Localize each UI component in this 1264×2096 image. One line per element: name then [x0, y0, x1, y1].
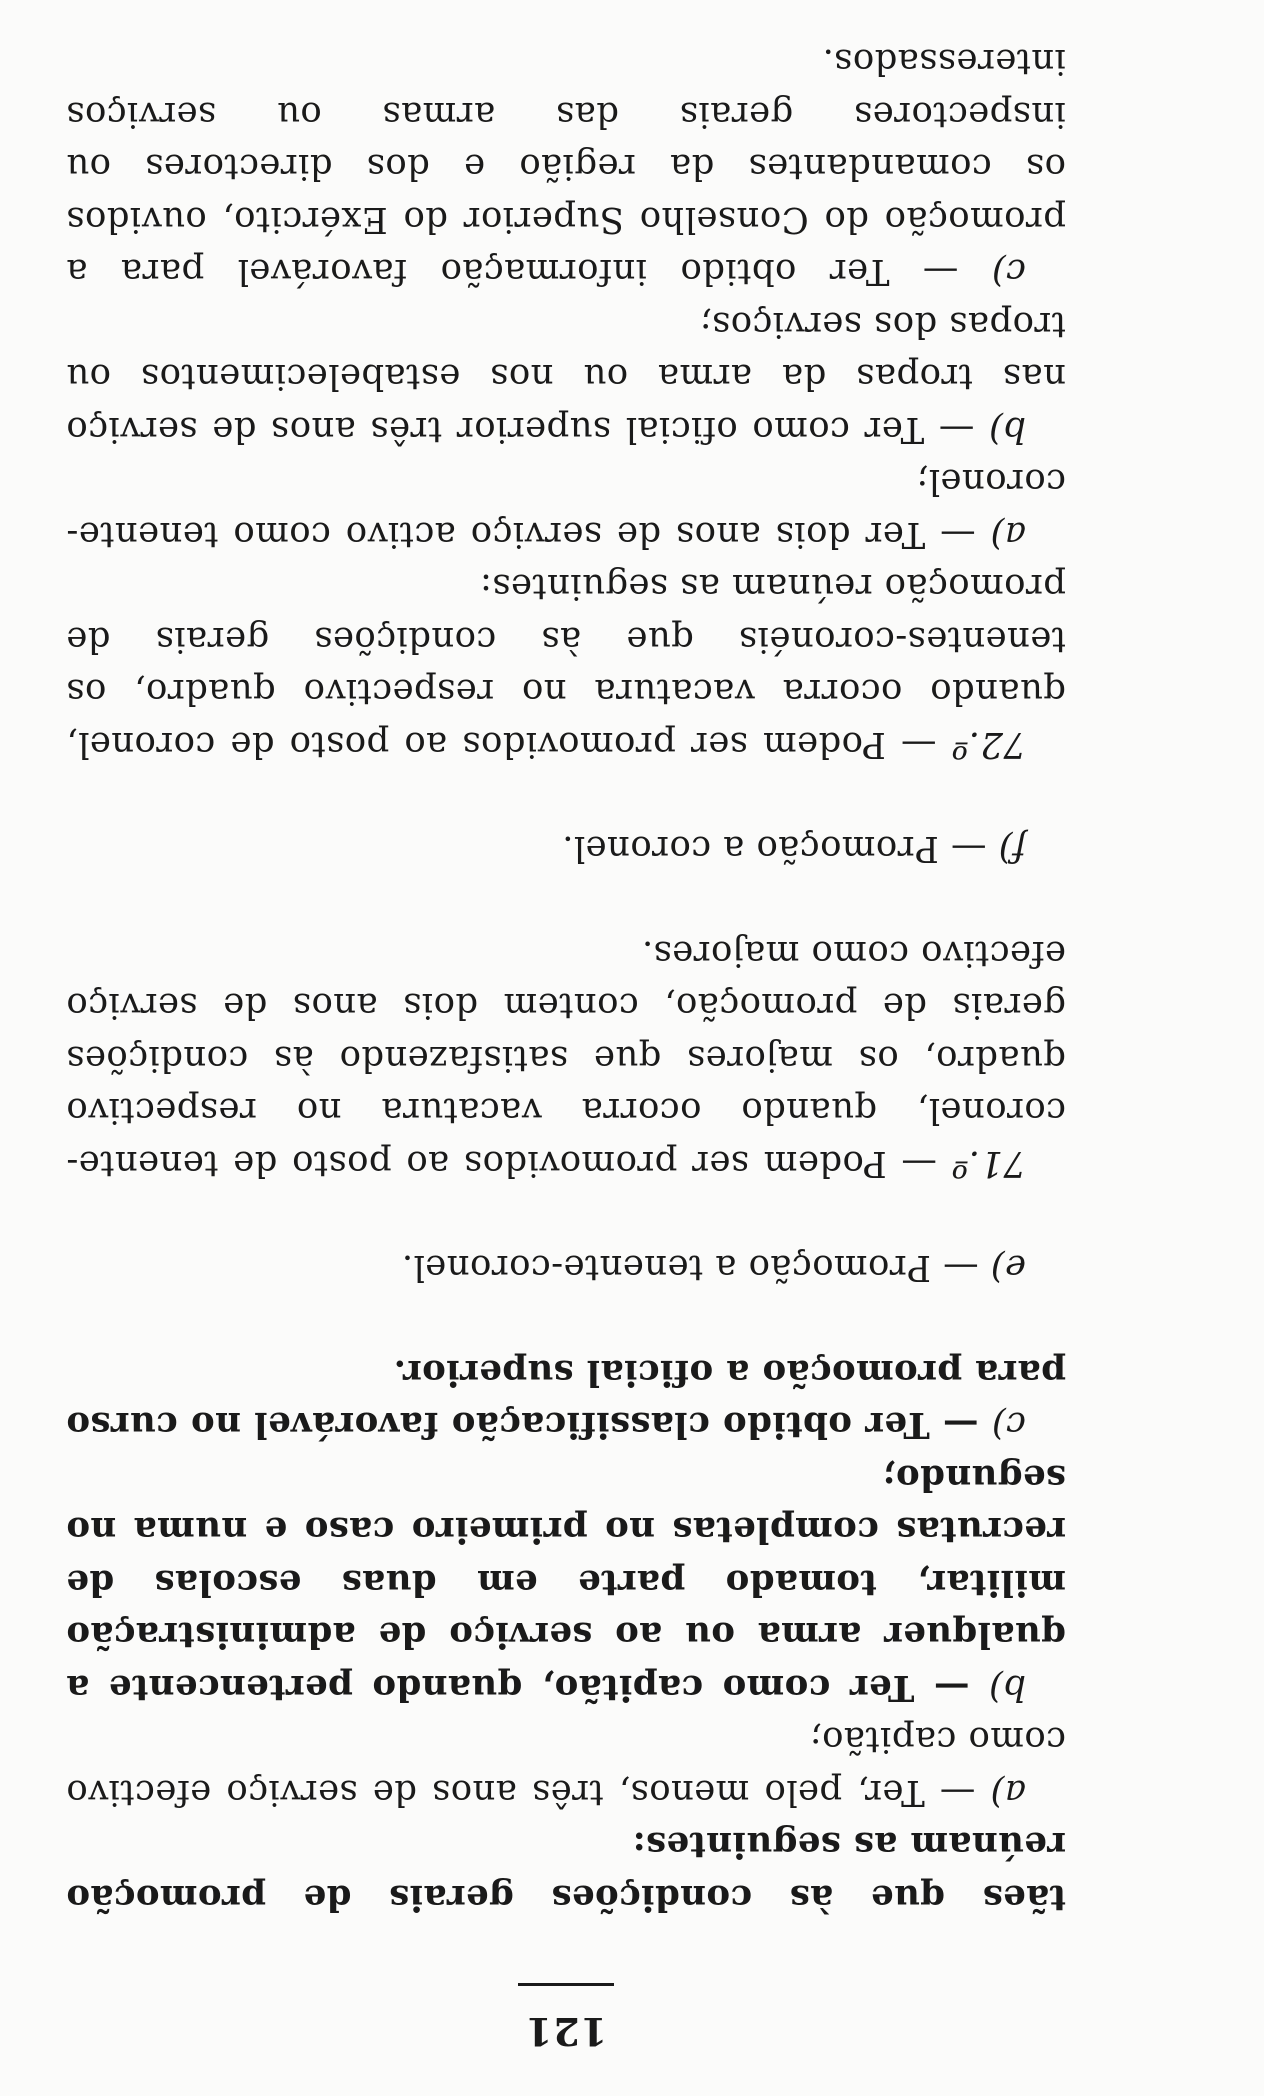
subsection-title: — Promoção a tenente-coronel.	[401, 1247, 991, 1289]
paragraph-continuation	[66, 1818, 1066, 1923]
item-letter: b)	[988, 409, 1026, 450]
subsection-e-heading	[66, 1241, 1066, 1294]
article-number: 71.º	[951, 1143, 1026, 1184]
article-72	[66, 560, 1066, 770]
item-b-coronel	[66, 298, 1066, 456]
item-letter: b)	[988, 1667, 1026, 1708]
subsection-letter: f)	[998, 828, 1026, 870]
article-text: — Podem ser promovidos ao posto de coronel, quando ocorra vacatura no respectivo quadro, os tenentes-coronéis que às condições gerais de promoção reúnam as seguintes:	[66, 566, 1066, 765]
item-a-coronel	[66, 455, 1066, 560]
paragraph-text: tães que às condições gerais de promoção reúnam as seguintes:	[66, 1824, 1066, 1918]
subsection-letter: e)	[990, 1247, 1026, 1289]
subsection-title: — Promoção a coronel.	[561, 828, 999, 870]
item-c-capitao	[66, 1346, 1066, 1451]
item-text: — Ter como oficial superior três anos de serviço nas tropas da arma ou nos estabelecimentos ou tropas dos serviços;	[66, 304, 1066, 450]
page-number: 121	[524, 2009, 608, 2054]
subsection-f-heading	[66, 822, 1066, 875]
item-text: — Ter obtido informação favorável para a promoção do Conselho Superior do Exército, ouvidos os comandantes da região e dos directores ou inspectores gerais das armas ou serviços interessados.	[66, 41, 1066, 293]
article-71	[66, 927, 1066, 1190]
item-b-capitao	[66, 1451, 1066, 1714]
item-text: — Ter como capitão, quando pertencente a qualquer arma ou ao serviço de administração militar, tomado parte em duas escolas de recrutas completas no primeiro caso e numa no segundo;	[66, 1457, 1066, 1708]
item-text: — Ter obtido classificação favorável no curso para promoção a oficial superior.	[66, 1352, 1066, 1446]
item-letter: c)	[991, 1404, 1026, 1446]
item-letter: c)	[991, 251, 1026, 293]
item-c-coronel	[66, 35, 1066, 298]
item-text: — Ter dois anos de serviço activo como tenente-coronel;	[66, 461, 1066, 555]
item-letter: a)	[990, 514, 1026, 555]
header-rule	[518, 1983, 614, 1986]
article-number: 72.º	[951, 724, 1026, 765]
page-content	[66, 0, 1066, 2054]
item-letter: a)	[990, 1772, 1026, 1813]
item-text: — Ter, pelo menos, três anos de serviço efectivo como capitão;	[66, 1719, 1066, 1813]
item-a-capitao	[66, 1713, 1066, 1818]
article-text: — Podem ser promovidos ao posto de tenente-coronel, quando ocorra vacatura no respectivo quadro, os majores que satisfazendo às condições gerais de promoção, contem dois anos de serviço efectivo como majores.	[66, 933, 1066, 1184]
